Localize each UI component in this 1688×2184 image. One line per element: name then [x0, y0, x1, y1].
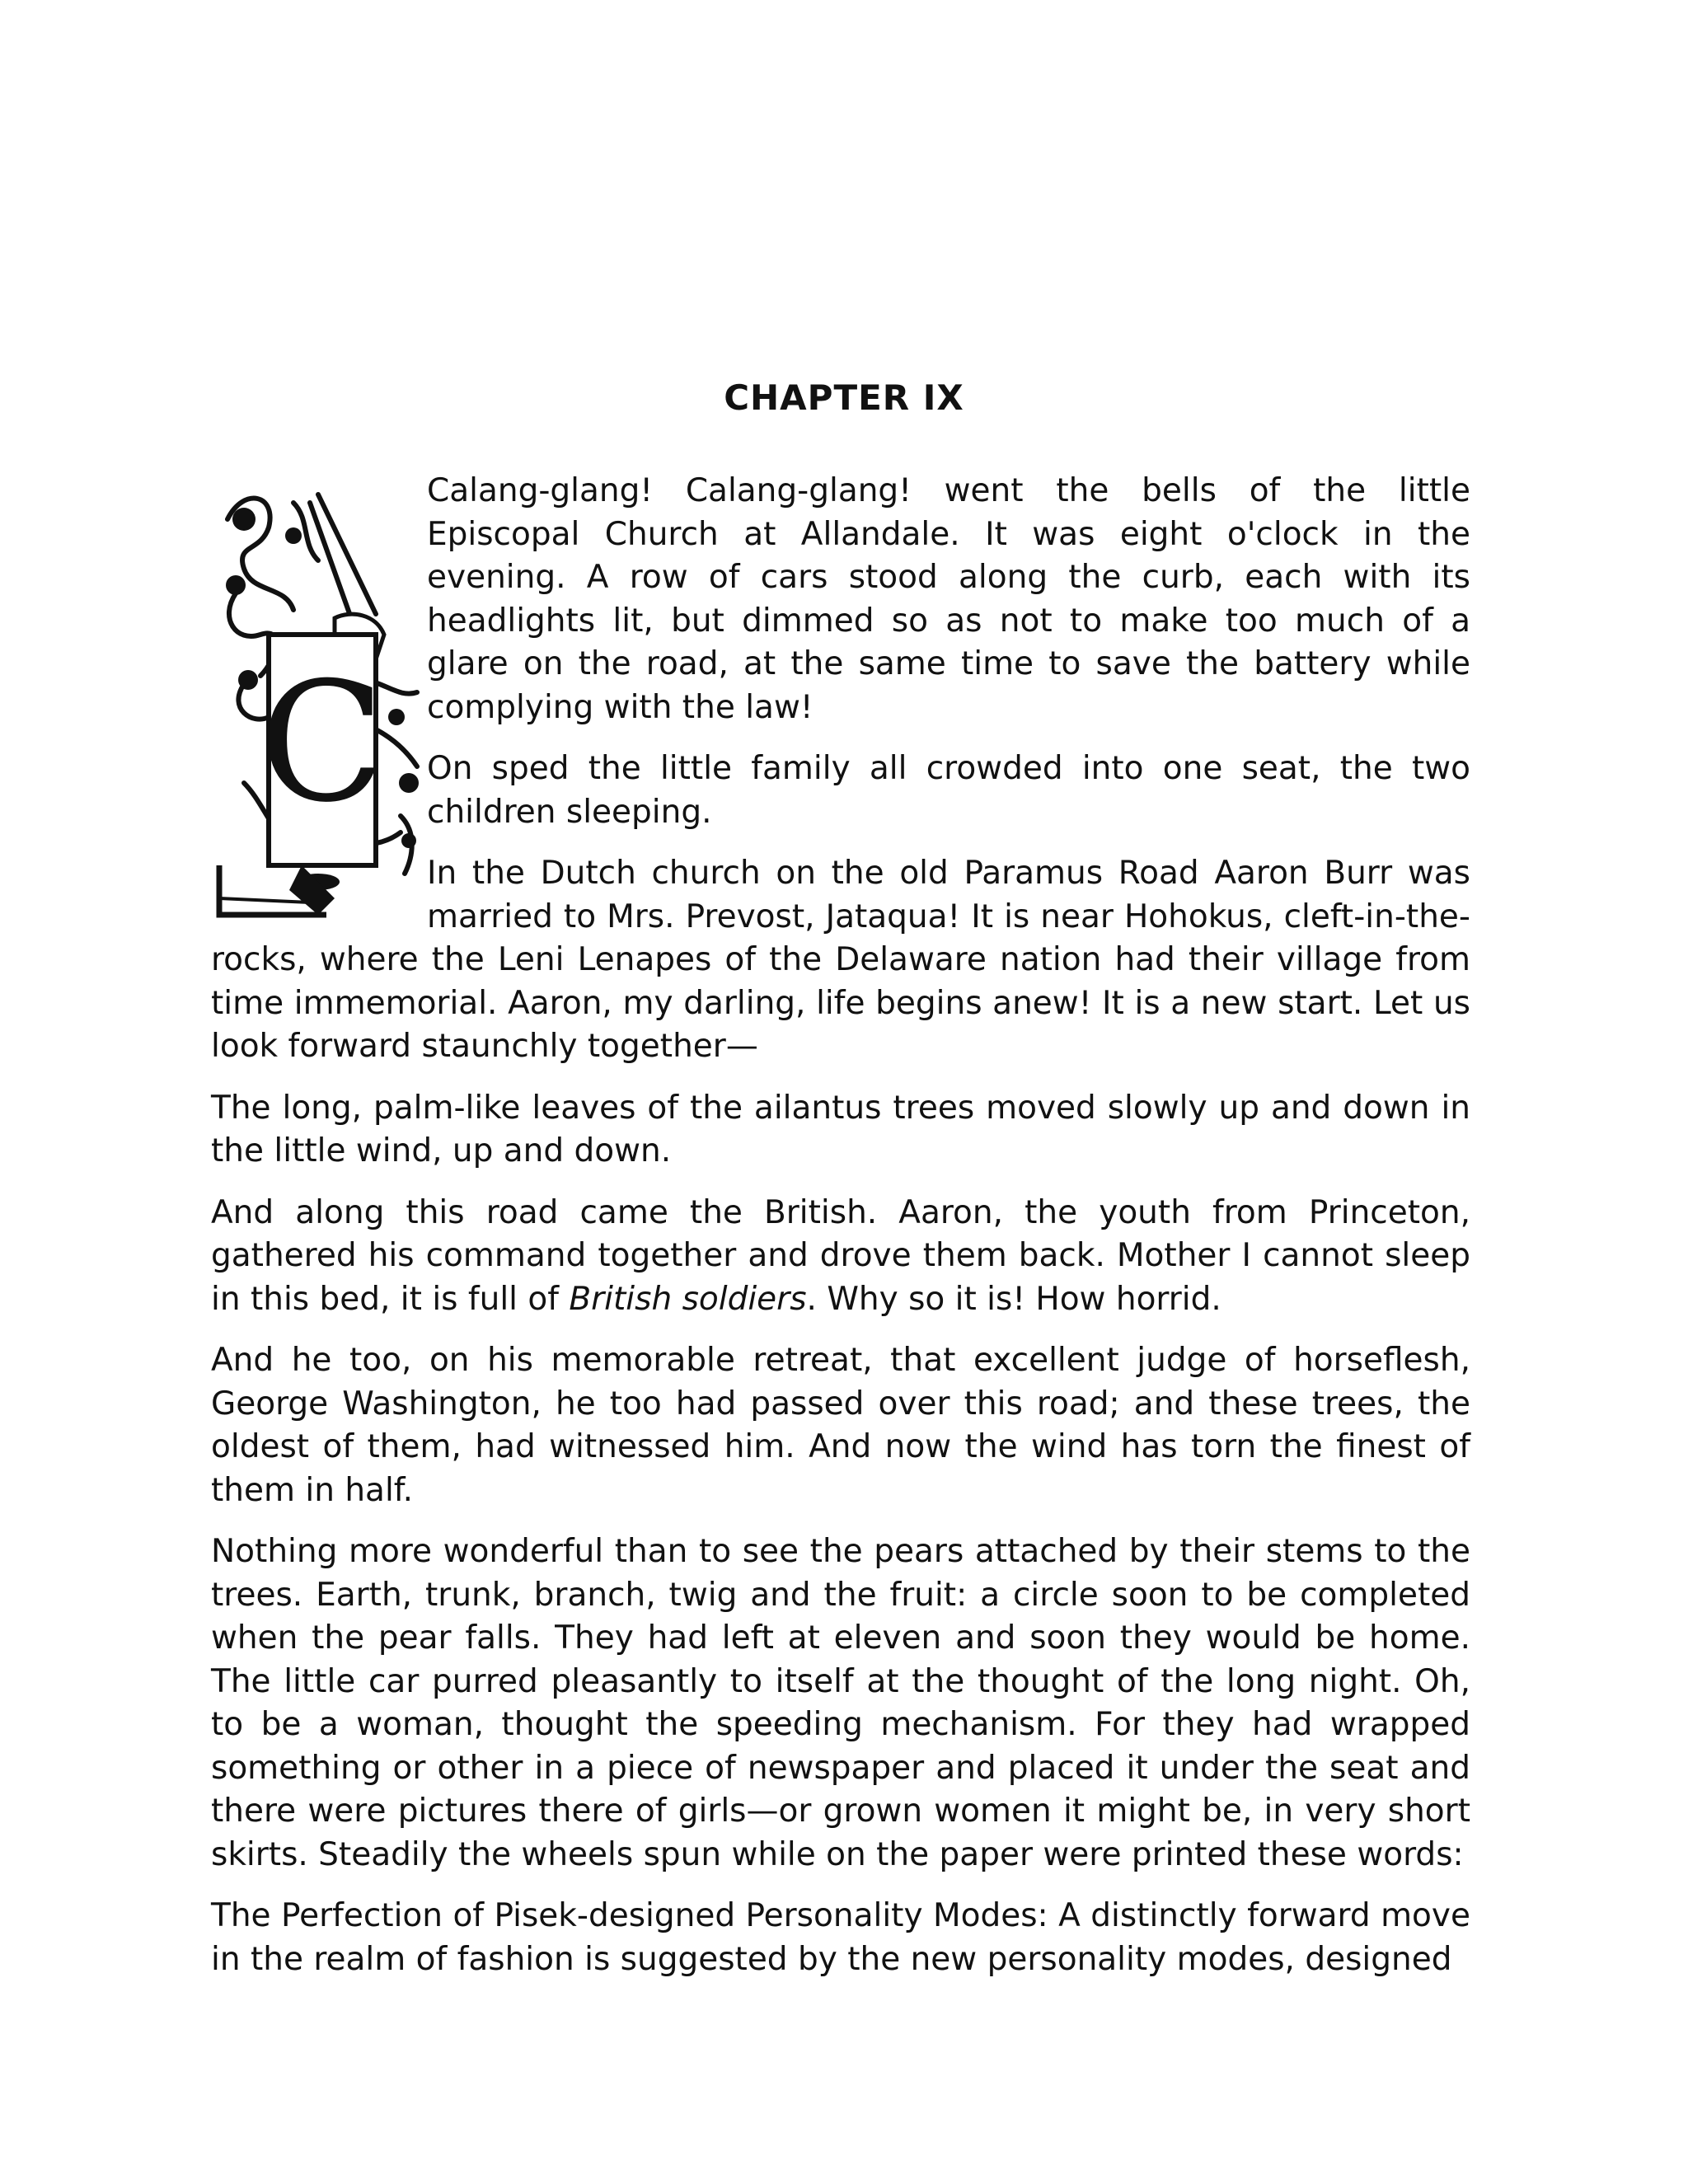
- paragraph-1: Calang-glang! Calang-glang! went the bells of the little Episcopal Church at Allandale. It was eight o'clock in the evening. A row of cars stood along the curb, each with its headlights lit, but dimmed so as not to make too much of a glare on the road, at the same time to save the battery while complying with the law!: [427, 472, 1470, 726]
- chapter-title: CHAPTER IX: [724, 377, 964, 418]
- paragraph-5-text-b: . Why so it is! How horrid.: [806, 1280, 1221, 1318]
- paragraph-5-italic: British soldiers: [569, 1280, 807, 1318]
- paragraph-3: In the Dutch church on the old Paramus Road Aaron Burr was married to Mrs. Prevost, Jataqua! It is near Hohokus, cleft-in-the-rocks, where the Leni Lenapes of the Delaware nation had their village from time immemorial. Aaron, my darling, life begins anew! It is a new start. Let us look forward staunchly together—: [211, 855, 1470, 1065]
- paragraph-5-text-a: And along this road came the British. Aaron, the youth from Princeton, gathered his command together and drove them back. Mother I cannot sleep in this bed, it is full of: [211, 1193, 1470, 1318]
- dropcap-illustration: [211, 470, 427, 933]
- paragraph-2: On sped the little family all crowded into one seat, the two children sleeping.: [427, 750, 1470, 831]
- paragraph-8: The Perfection of Pisek-designed Personality Modes: A distinctly forward move in the realm of fashion is suggested by the new personality modes, designed: [211, 1897, 1470, 1978]
- decorative-dropcap: [211, 470, 427, 933]
- dropcap-letter: C: [259, 647, 386, 839]
- paragraph-5: [211, 1192, 1470, 1322]
- chapter-body: [211, 470, 1470, 1999]
- paragraph-4: The long, palm-like leaves of the ailantus trees moved slowly up and down in the little wind, up and down.: [211, 1089, 1470, 1169]
- paragraph-7: Nothing more wonderful than to see the pears attached by their stems to the trees. Earth, trunk, branch, twig and the fruit: a circle soon to be completed when the pear falls. They had left at eleven and soon they would be home. The little car purred pleasantly to itself at the thought of the long night. Oh, to be a woman, thought the speeding mechanism. For they had wrapped something or other in a piece of newspaper and placed it under the seat and there were pictures there of girls—or grown women it might be, in very short skirts. Steadily the wheels spun while on the paper were printed these words:: [211, 1533, 1470, 1873]
- paragraph-6: And he too, on his memorable retreat, that excellent judge of horseflesh, George Washington, he too had passed over this road; and these trees, the oldest of them, had witnessed him. And now the wind has torn the finest of them in half.: [211, 1342, 1470, 1509]
